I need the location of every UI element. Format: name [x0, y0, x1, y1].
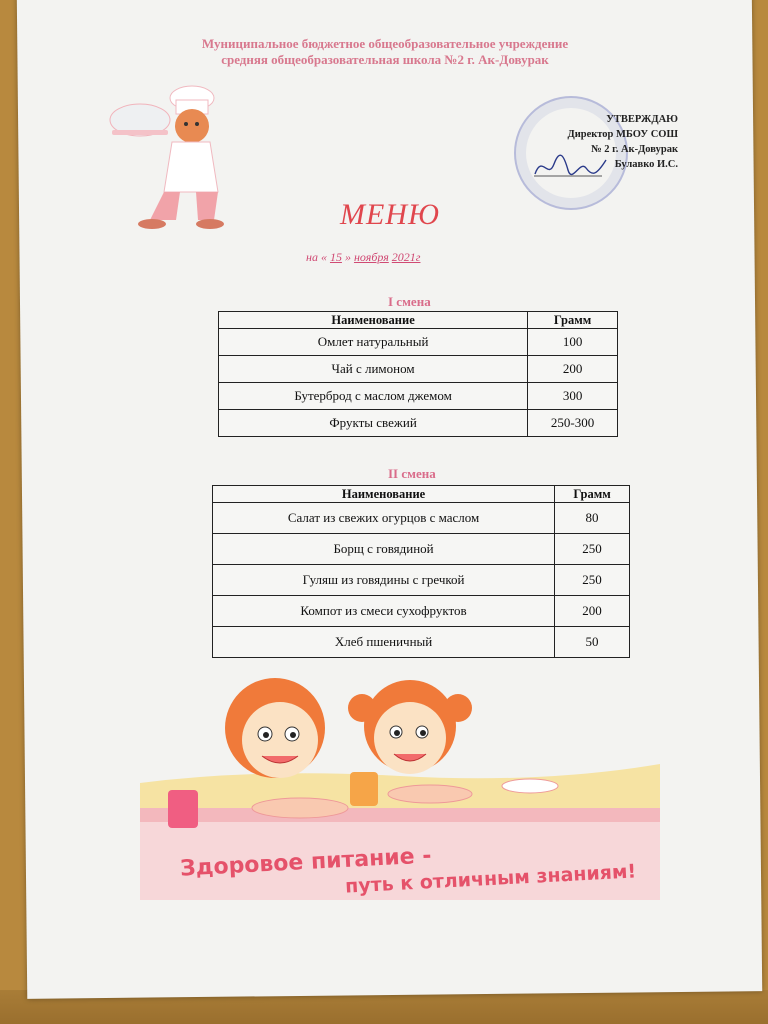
- approval-position: Директор МБОУ СОШ: [567, 129, 678, 140]
- dish-name: Хлеб пшеничный: [213, 627, 555, 658]
- dish-name: Салат из свежих огурцов с маслом: [213, 503, 555, 534]
- column-header-name: Наименование: [219, 312, 528, 329]
- approval-school: № 2 г. Ак-Довурак: [591, 144, 678, 155]
- table-row: [219, 410, 618, 437]
- signature-icon: [530, 146, 610, 186]
- dish-name: Бутерброд с маслом джемом: [219, 383, 528, 410]
- slogan-line2: путь к отличным знаниям!: [344, 860, 637, 898]
- date-mid: »: [344, 250, 351, 264]
- table-row: [213, 565, 630, 596]
- chef-illustration-icon: [100, 80, 250, 230]
- table-header-row: [219, 312, 618, 329]
- column-header-grams: Грамм: [528, 312, 618, 329]
- dish-grams: 200: [555, 596, 630, 627]
- table-row: [213, 503, 630, 534]
- dish-name: Фрукты свежий: [219, 410, 528, 437]
- slogan-line1: Здоровое питание -: [179, 843, 433, 882]
- shift1-label: I смена: [388, 294, 431, 309]
- shift2-table: [212, 485, 630, 658]
- dish-name: Гуляш из говядины с гречкой: [213, 565, 555, 596]
- dish-name: Борщ с говядиной: [213, 534, 555, 565]
- shift2-label: II смена: [388, 466, 436, 481]
- menu-date: [306, 250, 536, 265]
- column-header-name: Наименование: [213, 486, 555, 503]
- dish-grams: 250-300: [528, 410, 618, 437]
- dish-name: Компот из смеси сухофруктов: [213, 596, 555, 627]
- school-name: [150, 36, 620, 68]
- dish-grams: 50: [555, 627, 630, 658]
- dish-grams: 250: [555, 534, 630, 565]
- page-title: МЕНЮ: [340, 198, 440, 231]
- dish-grams: 80: [555, 503, 630, 534]
- approval-title: УТВЕРЖДАЮ: [606, 114, 678, 125]
- date-year: 2021г: [391, 250, 421, 264]
- date-month: ноября: [353, 250, 389, 264]
- table-row: [219, 329, 618, 356]
- table-header-row: [213, 486, 630, 503]
- school-name-line1: Муниципальное бюджетное общеобразовательное учреждение: [201, 36, 569, 51]
- shift1-table: [218, 311, 618, 437]
- table-row: [213, 596, 630, 627]
- table-row: [219, 383, 618, 410]
- approval-name: Булавко И.С.: [614, 159, 678, 170]
- table-row: [213, 627, 630, 658]
- dish-grams: 200: [528, 356, 618, 383]
- date-prefix: на «: [306, 250, 327, 264]
- date-day: 15: [329, 250, 342, 264]
- school-name-line2: средняя общеобразовательная школа №2 г. Ак-Довурак: [221, 52, 549, 67]
- column-header-grams: Грамм: [555, 486, 630, 503]
- dish-grams: 300: [528, 383, 618, 410]
- table-row: [213, 534, 630, 565]
- dish-grams: 100: [528, 329, 618, 356]
- dish-name: Чай с лимоном: [219, 356, 528, 383]
- dish-grams: 250: [555, 565, 630, 596]
- table-row: [219, 356, 618, 383]
- dish-name: Омлет натуральный: [219, 329, 528, 356]
